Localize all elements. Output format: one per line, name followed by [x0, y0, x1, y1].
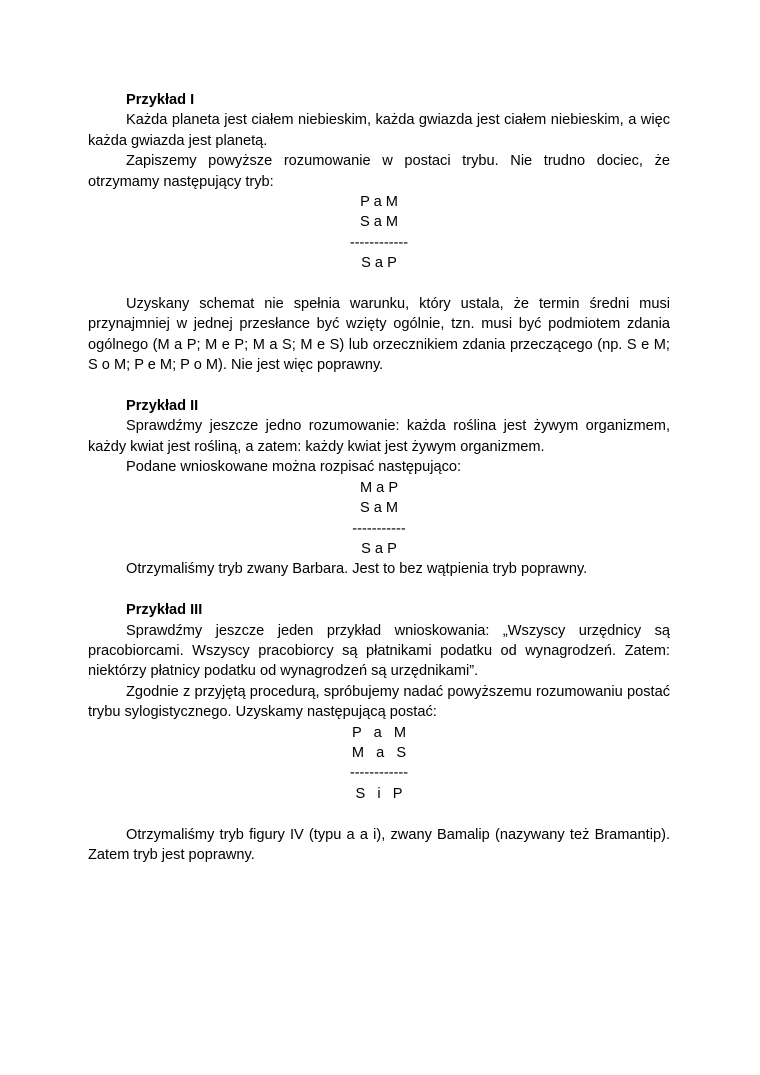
scheme-1-line-2: S a M	[359, 214, 399, 231]
scheme-3-divider: ------------	[349, 765, 409, 782]
scheme-3-line-2: M a S	[351, 744, 407, 761]
scheme-3-conclusion: S i P	[355, 785, 403, 802]
spacer	[88, 274, 670, 294]
scheme-2-divider: -----------	[352, 520, 406, 537]
section-3-scheme	[88, 723, 670, 805]
spacer	[88, 580, 670, 600]
section-2-paragraph-3: Otrzymaliśmy tryb zwany Barbara. Jest to bez wątpienia tryb poprawny.	[126, 561, 588, 578]
spacer	[88, 804, 670, 824]
section-2-scheme	[88, 478, 670, 560]
scheme-3-line-1: P a M	[351, 724, 407, 741]
scheme-2-conclusion: S a P	[361, 540, 397, 557]
section-1-paragraph-2: Zapiszemy powyższe rozumowanie w postaci trybu. Nie trudno dociec, że otrzymamy następujący tryb:	[88, 153, 670, 190]
scheme-2-line-1: M a P	[359, 479, 399, 496]
section-3-paragraph-3: Otrzymaliśmy tryb figury IV (typu a a i), zwany Bamalip (nazywany też Bramantip). Zatem tryb jest poprawny.	[88, 826, 670, 863]
section-1-paragraph-3: Uzyskany schemat nie spełnia warunku, który ustala, że termin średni musi przynajmniej w jednej przesłance być wzięty ogólnie, tzn. musi być podmiotem zdania ogólnego (M a P; M e P; M a S; M e S) lub orzecznikiem zdania przeczącego (np. S e M; S o M; P e M; P o M). Nie jest więc poprawny.	[88, 296, 670, 374]
scheme-2-line-2: S a M	[359, 500, 399, 517]
section-3-title: Przykład III	[126, 602, 203, 619]
scheme-1-divider: ------------	[349, 234, 409, 251]
section-1-title: Przykład I	[126, 92, 195, 108]
section-2-paragraph-2: Podane wnioskowane można rozpisać następująco:	[126, 459, 462, 476]
section-3-paragraph-2: Zgodnie z przyjętą procedurą, spróbujemy nadać powyższemu rozumowaniu postać trybu sylogistycznego. Uzyskamy następującą postać:	[88, 683, 670, 721]
document-page	[88, 90, 670, 865]
section-2-paragraph-1: Sprawdźmy jeszcze jedno rozumowanie: każda roślina jest żywym organizmem, każdy kwiat jest rośliną, a zatem: każdy kwiat jest żywym organizmem.	[88, 418, 670, 455]
section-1-scheme	[88, 192, 670, 274]
scheme-1-conclusion: S a P	[361, 255, 397, 272]
scheme-1-line-1: P a M	[360, 194, 398, 211]
section-2-title: Przykład II	[126, 398, 199, 415]
section-1-paragraph-1: Każda planeta jest ciałem niebieskim, każda gwiazda jest ciałem niebieskim, a więc każda gwiazda jest planetą.	[88, 112, 670, 149]
section-3-paragraph-1: Sprawdźmy jeszcze jeden przykład wnioskowania: „Wszyscy urzędnicy są pracobiorcami. Wszyscy pracobiorcy są płatnikami podatku od wynagrodzeń. Zatem: niektórzy płatnicy podatku od wynagrodzeń są urzędnikami”.	[88, 622, 670, 680]
spacer	[88, 376, 670, 396]
